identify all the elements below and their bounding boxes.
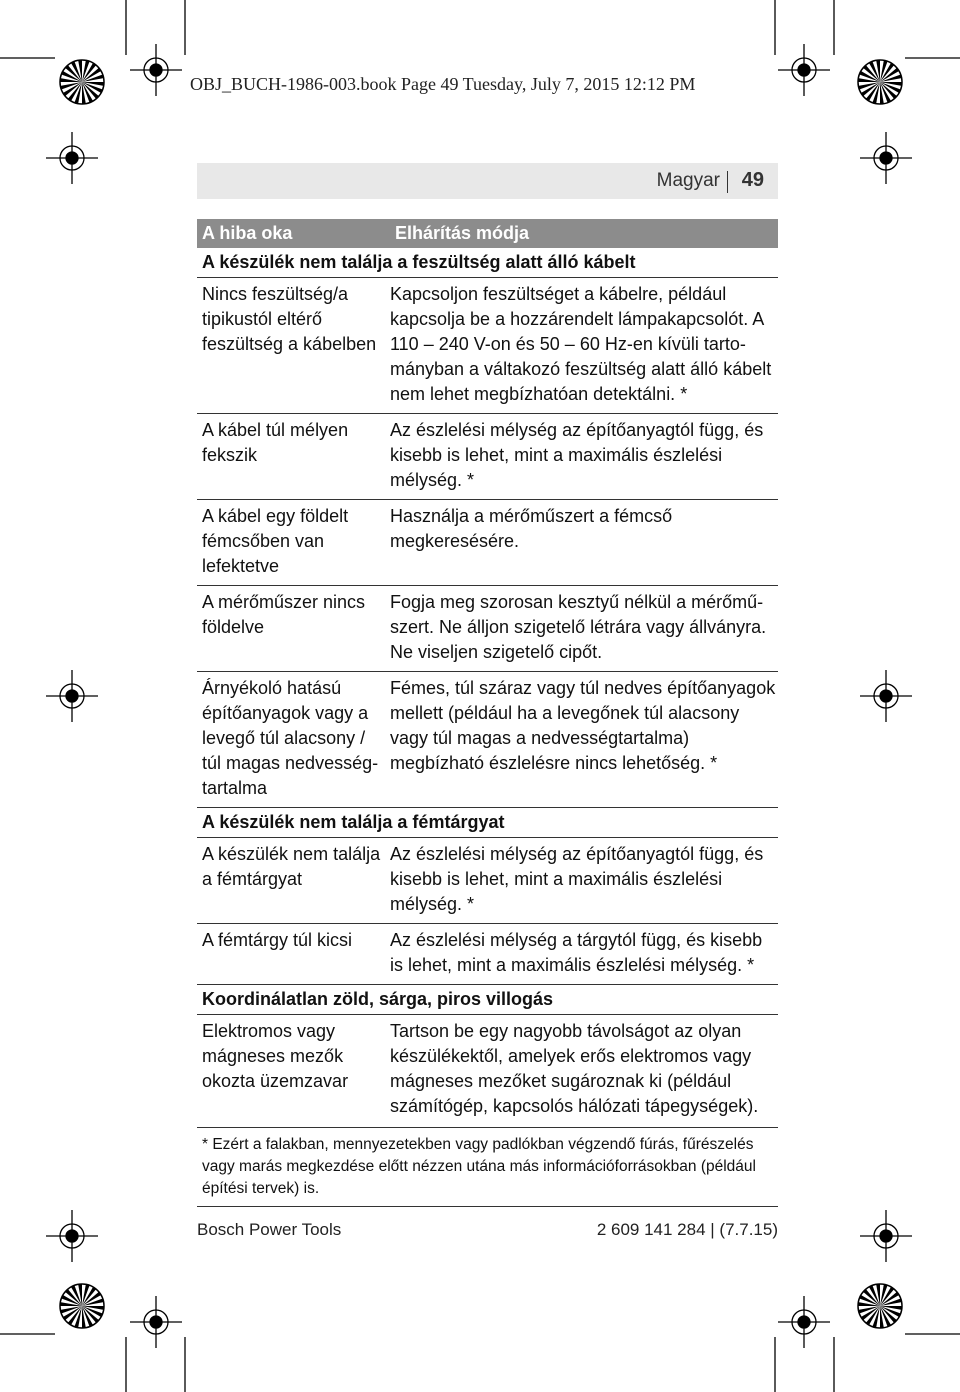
crosshair-mark-icon — [130, 1296, 182, 1348]
sunburst-mark-icon — [858, 1284, 902, 1328]
cause-cell: A kábel túl mélyen fekszik — [202, 420, 349, 465]
crosshair-mark-icon — [860, 132, 912, 184]
fix-cell: Fémes, túl száraz vagy túl nedves építőanyagok mellett (például ha a levegőnek túl alacsony vagy túl magas a nedvességtartalma) megbízható észlelésre nincs lehetőség. * — [390, 678, 776, 773]
fix-cell: Fogja meg szorosan kesztyű nélkül a mérőműszert. Ne álljon szigetelő létrára vagy állványra. Ne viseljen szigetelő cipőt. — [390, 592, 767, 662]
section-title: Koordinálatlan zöld, sárga, piros villogás — [197, 985, 778, 1015]
crosshair-mark-icon — [778, 1296, 830, 1348]
crosshair-mark-icon — [860, 670, 912, 722]
page-language: Magyar — [656, 170, 720, 191]
fix-cell: Az észlelési mélység az építőanyagtól függ, és kisebb is lehet, mint a maximális észlelési mélység. * — [390, 420, 764, 490]
cause-cell: Nincs feszültség/a tipikustól eltérő feszültség a kábelben — [202, 284, 377, 354]
cause-cell: A mérőműszer nincs földelve — [202, 592, 366, 637]
table-row — [197, 1015, 778, 1125]
sunburst-mark-icon — [858, 60, 902, 104]
col-header-cause: A hiba oka — [202, 223, 293, 243]
footer-doc-number: 2 609 141 284 | (7.7.15) — [596, 1220, 778, 1239]
cause-cell: Árnyékoló hatású építőanyagok vagy a levegő túl alacsony / túl magas nedvességtartalma — [202, 678, 379, 798]
table-row — [197, 500, 778, 586]
col-header-fix: Elhárítás módja — [395, 223, 530, 243]
table-header-row — [197, 219, 778, 248]
section-title: A készülék nem találja a fémtárgyat — [197, 808, 778, 838]
footer-publisher: Bosch Power Tools — [197, 1220, 342, 1239]
table-row — [197, 414, 778, 500]
section-title: A készülék nem találja a feszültség alatt álló kábelt — [197, 248, 778, 278]
sunburst-mark-icon — [60, 1284, 104, 1328]
fix-cell: Használja a mérőműszert a fémcső megkeresésére. — [390, 506, 673, 551]
troubleshooting-table — [197, 219, 778, 1207]
crosshair-mark-icon — [130, 44, 182, 96]
cause-cell: Elektromos vagy mágneses mezők okozta üzemzavar — [202, 1021, 349, 1091]
cause-cell: A kábel egy földelt fémcsőben van lefektetve — [202, 506, 349, 576]
crosshair-mark-icon — [860, 1210, 912, 1262]
header-separator — [727, 171, 728, 193]
cause-cell: A fémtárgy túl kicsi — [202, 930, 353, 950]
page-header — [197, 163, 778, 199]
table-row — [197, 586, 778, 672]
crosshair-mark-icon — [46, 1210, 98, 1262]
fix-cell: Kapcsoljon feszültséget a kábelre, például kapcsolja be a hozzárendelt lámpakapcsolót. A 110 – 240 V-on és 50 – 60 Hz-en kívüli tartományban a váltakozó feszültség alatt álló kábelt nem lehet megbízhatóan detektálni. * — [390, 284, 772, 404]
cause-cell: A készülék nem találja a fémtárgyat — [202, 844, 381, 889]
footnote: * Ezért a falakban, mennyezetekben vagy padlókban végzendő fúrás, fűrészelés vagy marás megkezdése előtt nézzen utána más információforrásokban (például építési tervek) is. — [197, 1127, 778, 1207]
fix-cell: Az észlelési mélység a tárgytól függ, és kisebb is lehet, mint a maximális észlelési mélység. * — [390, 930, 763, 975]
print-slug-line: OBJ_BUCH-1986-003.book Page 49 Tuesday, July 7, 2015 12:12 PM — [190, 74, 696, 94]
crosshair-mark-icon — [46, 670, 98, 722]
table-row — [197, 672, 778, 808]
page-number: 49 — [741, 169, 764, 191]
crosshair-mark-icon — [46, 132, 98, 184]
fix-cell: Az észlelési mélység az építőanyagtól függ, és kisebb is lehet, mint a maximális észlelési mélység. * — [390, 844, 764, 914]
table-row — [197, 278, 778, 414]
table-row — [197, 924, 778, 985]
sunburst-mark-icon — [60, 60, 104, 104]
table-row — [197, 838, 778, 924]
fix-cell: Tartson be egy nagyobb távolságot az olyan készülékektől, amelyek erős elektromos vagy mágneses mezőket sugároznak ki (például számítógép, kapcsolós hálózati tápegységek). — [390, 1021, 759, 1116]
